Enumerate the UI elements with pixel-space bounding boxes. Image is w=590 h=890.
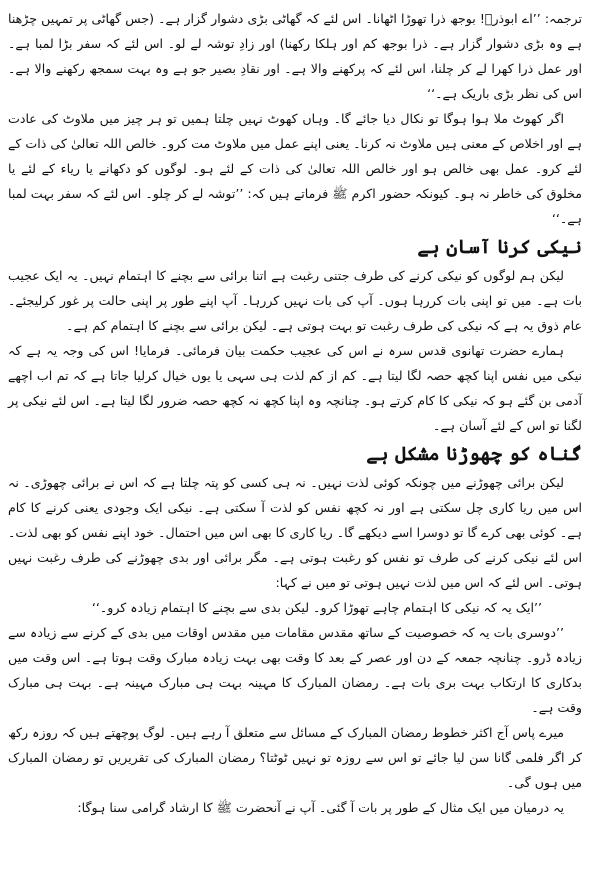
heading-doing-good-is-easy: نیکی کرنا آسان ہے xyxy=(417,236,582,258)
paragraph-example-hadith: یہ درمیان میں ایک مثال کے طور پر بات آ گئی۔ آپ نے آنحضرت ﷺ کا ارشاد گرامی سنا ہوگا: xyxy=(77,800,564,815)
paragraph-sincerity: اگر کھوٹ ملا ہوا ہوگا تو نکال دیا جائے گا۔ وہاں کھوٹ نہیں چلتا ہمیں تو ہر چیز میں ملاوٹ کی عادت ہے اور اخلاص کے معنی ہیں ملاوٹ نہ کرنا۔ یعنی اپنے عمل میں ملاوٹ مت کرو۔ خالص اللہ تعالیٰ کی ذات کے لئے کرو۔ عمل بھی خالص ہو اور خالص اللہ تعالیٰ کی ذات کے لئے ہو۔ لوگوں کو دکھانے یا ریاء کے لئے یا مخلوق کی خاطر نہ ہو۔ کیونکہ حضور اکرم ﷺ فرماتے ہیں کہ: ’’توشہ لے کر چلو۔ اس لئے کہ سفر بہت لمبا ہے۔‘‘ xyxy=(8,111,582,226)
paragraph-thanvi-wisdom: ہمارے حضرت تھانوی قدس سرہ نے اس کی عجیب حکمت بیان فرمائی۔ فرمایا! اس کی وجہ یہ ہے کہ نیکی میں نفس اپنا کچھ حصہ لگا لیتا ہے۔ کم از کم لذت ہی سہی یا یوں خیال کرلیا جاتا ہے کہ تم اب اچھے آدمی بن گئے ہو کہ نیکی کا کام کرتے ہو۔ چنانچہ وہ اپنا کچھ نہ کچھ حصہ ضرور لگا لیتا ہے۔ اس لئے نیکی پر لگنا تو اس کے لئے آسان ہے۔ xyxy=(8,343,582,433)
paragraph-second-advice: ’’دوسری بات یہ کہ خصوصیت کے ساتھ مقدس مقامات میں مقدس اوقات میں بدی کے کرنے سے زیادہ سے زیادہ ڈرو۔ چنانچہ جمعہ کے دن اور عصر کے بعد کا وقت بھی بہت زیادہ مبارک وقت ہوتا ہے۔ اس وقت میں بدکاری کا ارتکاب بہت بری بات ہے۔ رمضان المبارک کا مہینہ بہت ہی مبارک مہینہ ہے۔ بہت ہی مبارک وقت ہے۔ xyxy=(8,625,582,715)
translation-paragraph: ترجمہ: ’’اے ابوذرؓ! بوجھ ذرا تھوڑا اٹھانا۔ اس لئے کہ گھاٹی بڑی دشوار گزار ہے۔ (جس گھاٹی پر تمہیں چڑھنا ہے وہ بڑی دشوار گزار ہے۔ ذرا بوجھ کم اور ہلکا رکھنا) اور زادِ توشہ لے لو۔ اس لئے کہ سفر بڑا لمبا ہے۔ اور عمل ذرا کھرا لے کر چلنا، اس لئے کہ پرکھنے والا ہے۔ اور نقادِ بصیر جو ہے وہ بہت سمجھ رکھنے والا ہے۔ اس کی نظر بڑی باریک ہے۔‘‘ xyxy=(8,11,582,101)
paragraph-no-pleasure-in-leaving-evil: لیکن برائی چھوڑنے میں چونکہ کوئی لذت نہیں۔ نہ ہی کسی کو پتہ چلتا ہے کہ اس نے برائی چھوڑی۔ نہ اس میں ریا کاری چل سکتی ہے اور نہ کچھ نفس کو لذت آ سکتی ہے۔ نیکی ایک وجودی یعنی کرنے کا کام ہے۔ کوئی بھی کرے گا تو دوسرا اسے دیکھے گا۔ ریا کاری کا بھی اس میں احتمال۔ خود اپنے نفس کو بھی لذت۔ اس لئے نیکی کرنے کی طرف تو نفس کو رغبت ہوتی ہے۔ مگر برائی اور بدی چھوڑنے کی طرف رغبت نہیں ہوتی۔ اس لئے کہ اس میں لذت نہیں ہوتی تو میں نے کہا: xyxy=(8,475,582,590)
quote-first-advice: ’’ایک یہ کہ نیکی کا اہتمام چاہے تھوڑا کرو۔ لیکن بدی سے بچنے کا اہتمام زیادہ کرو۔‘‘ xyxy=(91,600,542,615)
paragraph-letters-ramadan: میرے پاس آج اکثر خطوط رمضان المبارک کے مسائل سے متعلق آ رہے ہیں۔ لوگ پوچھتے ہیں کہ روزہ رکھ کر اگر فلمی گانا سن لیا جائے تو اس سے روزہ تو نہیں ٹوٹتا؟ رمضان المبارک کی تقریریں تو رمضان المبارک میں ہوں گی۔ xyxy=(8,725,582,790)
heading-leaving-sin-is-hard: گناہ کو چھوڑنا مشکل ہے xyxy=(366,443,582,465)
paragraph-inclination-to-good: لیکن ہم لوگوں کو نیکی کرنے کی طرف جتنی رغبت ہے اتنا برائی سے بچنے کا اہتمام نہیں۔ یہ ایک عجیب بات ہے۔ میں تو اپنی بات کررہا ہوں۔ آپ کی بات نہیں کررہا۔ آپ اپنے طور پر اپنی حالت پر غور کرلیجئے۔ عام ذوق یہ ہے کہ نیکی کی طرف رغبت تو بہت ہوتی ہے۔ لیکن برائی سے بچنے کا اہتمام کم ہے۔ xyxy=(8,268,582,333)
